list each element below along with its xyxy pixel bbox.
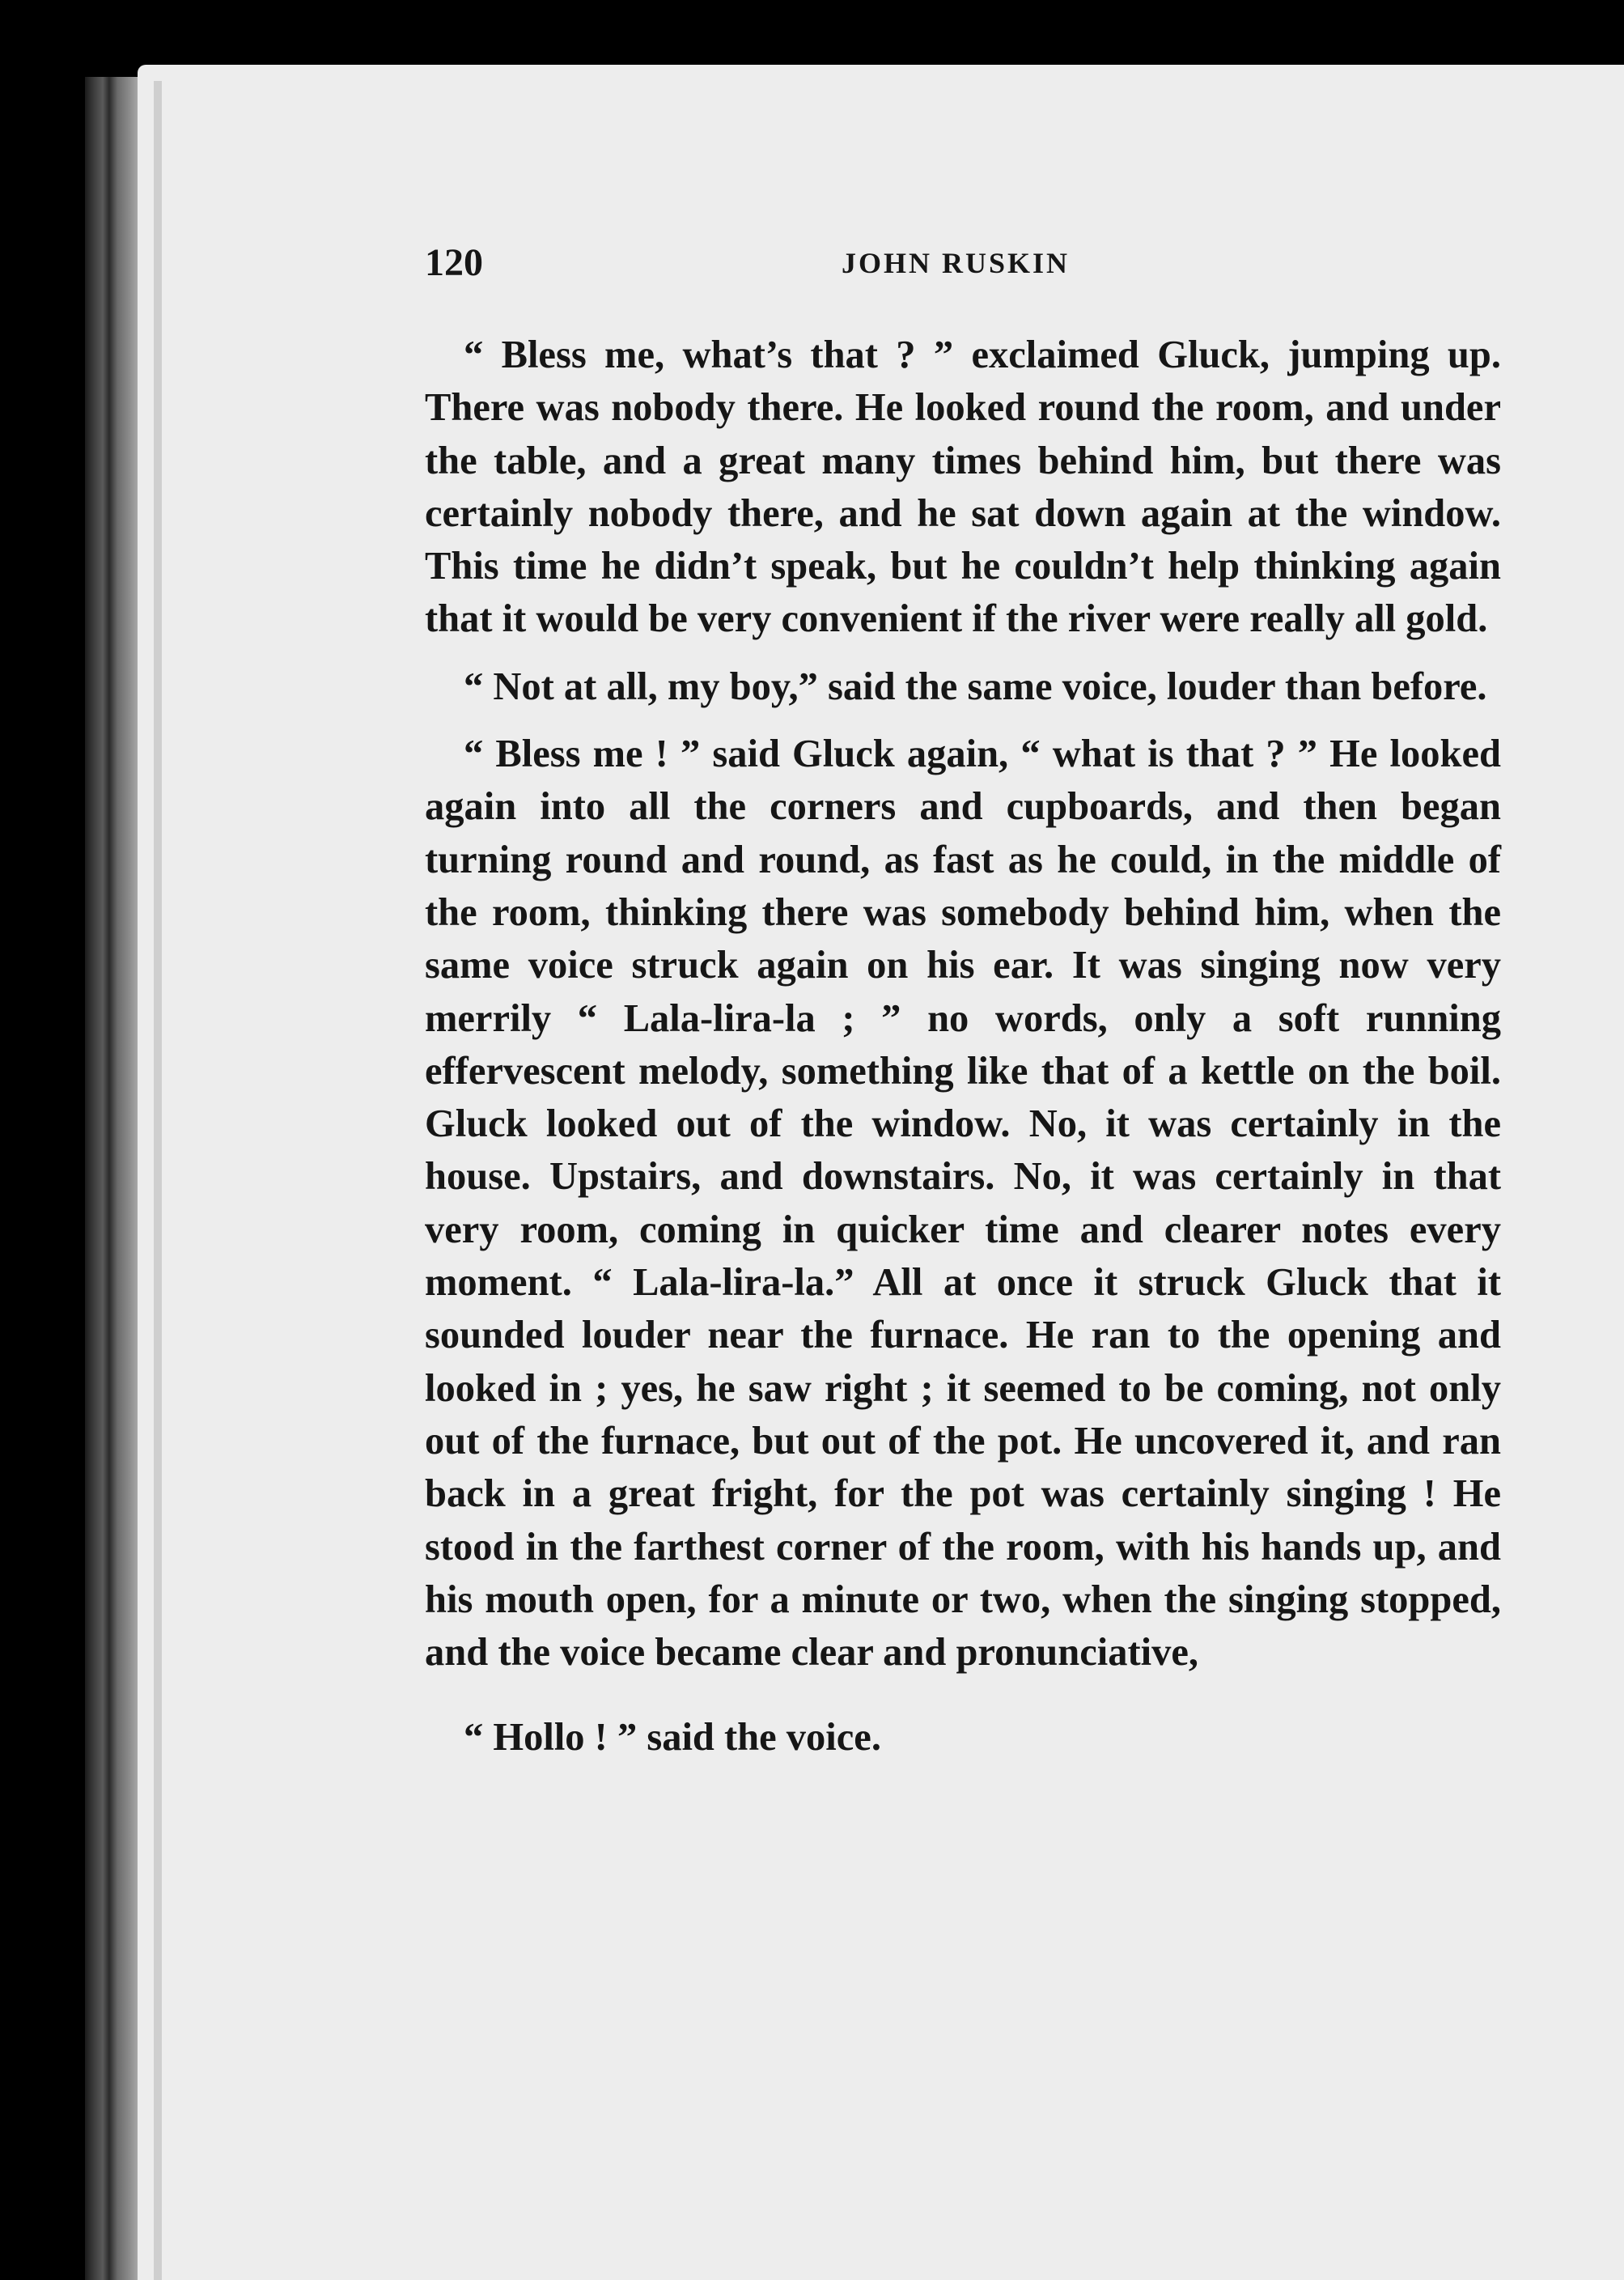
paragraph-3: “ Bless me ! ” said Gluck again, “ what is that ? ” He looked again into all the corners and cupboards, and then began turning round and round, as fast as he could, in the middle of the room, thinking there was somebody behind him, when the same voice struck again on his ear. It was singing now very merrily “ Lala-lira-la ; ” no words, only a soft running effervescent melody, something like that of a kettle on the boil. Gluck looked out of the window. No, it was certainly in the house. Upstairs, and downstairs. No, it was certainly in that very room, coming in quicker time and clearer notes every moment. “ Lala-lira-la.” All at once it struck Gluck that it sounded louder near the furnace. He ran to the opening and looked in ; yes, he saw right ; it seemed to be coming, not only out of the furnace, but out of the pot. He uncovered it, and ran back in a great fright, for the pot was certainly singing ! He stood in the farthest corner of the room, with his hands up, and his mouth open, for a minute or two, when the singing stopped, and the voice became clear and pronunciative, — [425, 732, 1501, 1675]
running-title: JOHN RUSKIN — [842, 247, 1071, 279]
paragraph-4: “ Hollo ! ” said the voice. — [464, 1716, 881, 1760]
page-number: 120 — [425, 241, 483, 284]
paragraph-1: “ Bless me, what’s that ? ” exclaimed Gluck, jumping up. There was nobody there. He looked round the room, and under the table, and a great many times behind him, but there was certainly nobody there, and he sat down again at the window. This time he didn’t speak, but he couldn’t help thinking again that it would be very convenient if the river were really all gold. — [425, 333, 1501, 641]
paragraph-2: “ Not at all, my boy,” said the same voice, louder than before. — [464, 664, 1487, 708]
running-head — [425, 236, 1501, 290]
page-stack-edge — [154, 81, 162, 2280]
page-content — [425, 236, 1501, 1779]
